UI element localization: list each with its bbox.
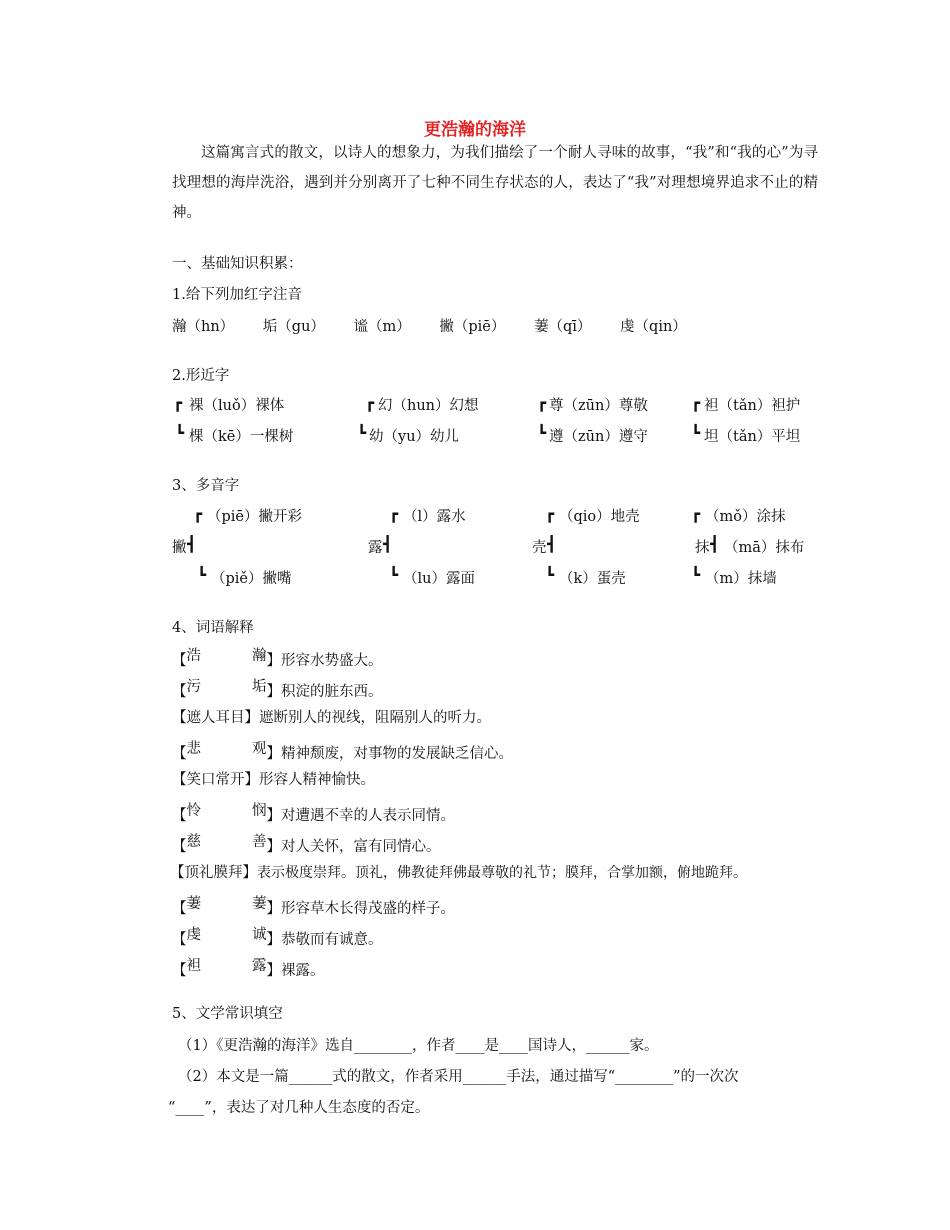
reading-bottom: （k）蛋壳 — [559, 571, 626, 587]
vocab-definition: 形容人精神愉快。 — [259, 772, 375, 788]
fill-blank-2b: “____”，表达了对几种人生态度的否定。 — [168, 1100, 430, 1116]
vocab-term: 笑口常开 — [186, 772, 245, 788]
bracket-top-icon: ┏ — [545, 505, 555, 523]
bracket-mid-icon: ┫ — [383, 535, 393, 553]
vocab-definition: 形容草木长得茂盛的样子。 — [281, 901, 455, 917]
reading-top: （piē）撇开彩 — [207, 509, 303, 525]
q3-heading: 3、多音字 — [172, 478, 240, 494]
pinyin-item: 虔（qin） — [620, 319, 687, 335]
section-heading: 一、基础知识积累： — [172, 256, 303, 272]
vocab-item: 【 萋 萋 】形容草木长得茂盛的样子。 — [172, 896, 455, 917]
vocab-item: 【 浩 瀚 】形容水势盛大。 — [172, 648, 383, 669]
bracket-top-icon: ┏ — [537, 394, 547, 412]
reading-bottom: （m）抹墙 — [705, 571, 777, 587]
vocab-term: 遮人耳目 — [186, 710, 245, 726]
bracket-top-icon: ┏ — [691, 394, 701, 412]
pinyin-item: 撇（piē） — [439, 319, 506, 335]
pair-top: 裸（luǒ）裸体 — [189, 398, 285, 414]
pinyin-item: 萋（qī） — [534, 319, 592, 335]
polyphone-char: 壳 — [532, 540, 547, 556]
q2-heading: 2.形近字 — [172, 368, 230, 384]
polyphone-char: 抹 — [695, 540, 710, 556]
vocab-item: 【 慈 善 】对人关怀，富有同情心。 — [172, 834, 441, 855]
pair-bottom: 棵（kē）一棵树 — [189, 429, 294, 445]
fill-blank-2a: （2）本文是一篇______式的散文，作者采用______手法，通过描写“________”的一次次 — [178, 1069, 739, 1085]
polyphone-char: 撇 — [172, 540, 187, 556]
vocab-definition: 精神颓废，对事物的发展缺乏信心。 — [281, 746, 513, 762]
vocab-definition: 对人关怀，富有同情心。 — [281, 839, 441, 855]
vocab-item: 【 怜 悯 】对遭遇不幸的人表示同情。 — [172, 803, 455, 824]
vocab-item: 【 悲 观 】精神颓废，对事物的发展缺乏信心。 — [172, 741, 513, 762]
fill-blank-1: （1）《更浩瀚的海洋》选自________，作者____是____国诗人，______家。 — [178, 1038, 659, 1054]
bracket-bottom-icon: ┗ — [691, 566, 701, 584]
bracket-mid-icon: ┫ — [187, 535, 197, 553]
vocab-definition: 表示极度崇拜。顶礼，佛教徒拜佛最尊敬的礼节；膜拜，合掌加额，俯地跪拜。 — [257, 865, 747, 881]
vocab-definition: 积淀的脏东西。 — [281, 684, 383, 700]
vocab-item: 【 袒 露 】裸露。 — [172, 958, 325, 979]
reading-mid: （mā）抹布 — [724, 540, 805, 556]
vocab-item: 【 虔 诚 】恭敬而有诚意。 — [172, 927, 383, 948]
vocab-definition: 裸露。 — [281, 963, 325, 979]
vocab-definition: 形容水势盛大。 — [281, 653, 383, 669]
bracket-bottom-icon: ┗ — [175, 424, 185, 442]
bracket-top-icon: ┏ — [691, 505, 701, 523]
pair-bottom: 坦（tǎn）平坦 — [704, 429, 801, 445]
vocab-definition: 恭敬而有诚意。 — [281, 932, 383, 948]
pinyin-item: 瀚（hn） — [172, 319, 235, 335]
vocab-item: 【 污 垢 】积淀的脏东西。 — [172, 679, 383, 700]
pair-top: 尊（zūn）尊敬 — [549, 398, 648, 414]
bracket-mid-icon: ┫ — [547, 535, 557, 553]
bracket-bottom-icon: ┗ — [357, 424, 367, 442]
vocab-definition: 对遭遇不幸的人表示同情。 — [281, 808, 455, 824]
vocab-definition: 遮断别人的视线，阻隔别人的听力。 — [259, 710, 491, 726]
intro-paragraph: 这篇寓言式的散文，以诗人的想象力，为我们描绘了一个耐人寻味的故事，“我”和“我的心”为寻找理想的海岸洗浴，遇到并分别离开了七种不同生存状态的人，表达了“我”对理想境界追求不止的精神。 — [172, 145, 818, 221]
q1-heading: 1.给下列加红字注音 — [172, 287, 302, 303]
bracket-bottom-icon: ┗ — [389, 566, 399, 584]
vocab-item: 【遮人耳目】遮断别人的视线，阻隔别人的听力。 — [172, 706, 832, 737]
pinyin-item: 垢（gu） — [262, 319, 325, 335]
bracket-bottom-icon: ┗ — [537, 424, 547, 442]
reading-top: （l）露水 — [403, 509, 466, 525]
bracket-top-icon: ┏ — [173, 394, 183, 412]
bracket-top-icon: ┏ — [193, 505, 203, 523]
vocab-list — [172, 644, 832, 985]
reading-bottom: （piě）撇嘴 — [211, 571, 292, 587]
bracket-bottom-icon: ┗ — [691, 424, 701, 442]
pair-top: 袒（tǎn）袒护 — [704, 398, 801, 414]
reading-top: （qio）地壳 — [559, 509, 640, 525]
polyphone-char: 露 — [368, 540, 383, 556]
page-title: 更浩瀚的海洋 — [424, 120, 526, 140]
q4-heading: 4、词语解释 — [172, 620, 254, 636]
pair-bottom: 幼（yu）幼儿 — [369, 429, 460, 445]
q1-items — [172, 315, 711, 336]
pair-bottom: 遵（zūn）遵守 — [549, 429, 648, 445]
bracket-top-icon: ┏ — [389, 505, 399, 523]
bracket-top-icon: ┏ — [365, 394, 375, 412]
vocab-term: 顶礼膜拜 — [184, 865, 243, 881]
bracket-mid-icon: ┫ — [710, 535, 720, 553]
pair-top: 幻（hun）幻想 — [378, 398, 479, 414]
bracket-bottom-icon: ┗ — [545, 566, 555, 584]
reading-top: （mǒ）涂抹 — [705, 509, 786, 525]
bracket-bottom-icon: ┗ — [197, 566, 207, 584]
vocab-item: 【笑口常开】形容人精神愉快。 — [172, 768, 832, 799]
q5-heading: 5、文学常识填空 — [172, 1006, 283, 1022]
vocab-item: 【顶礼膜拜】表示极度崇拜。顶礼，佛教徒拜佛最尊敬的礼节；膜拜，合掌加额，俯地跪拜。 — [170, 861, 832, 892]
pinyin-item: 谧（m） — [353, 319, 411, 335]
reading-bottom: （lu）露面 — [403, 571, 475, 587]
